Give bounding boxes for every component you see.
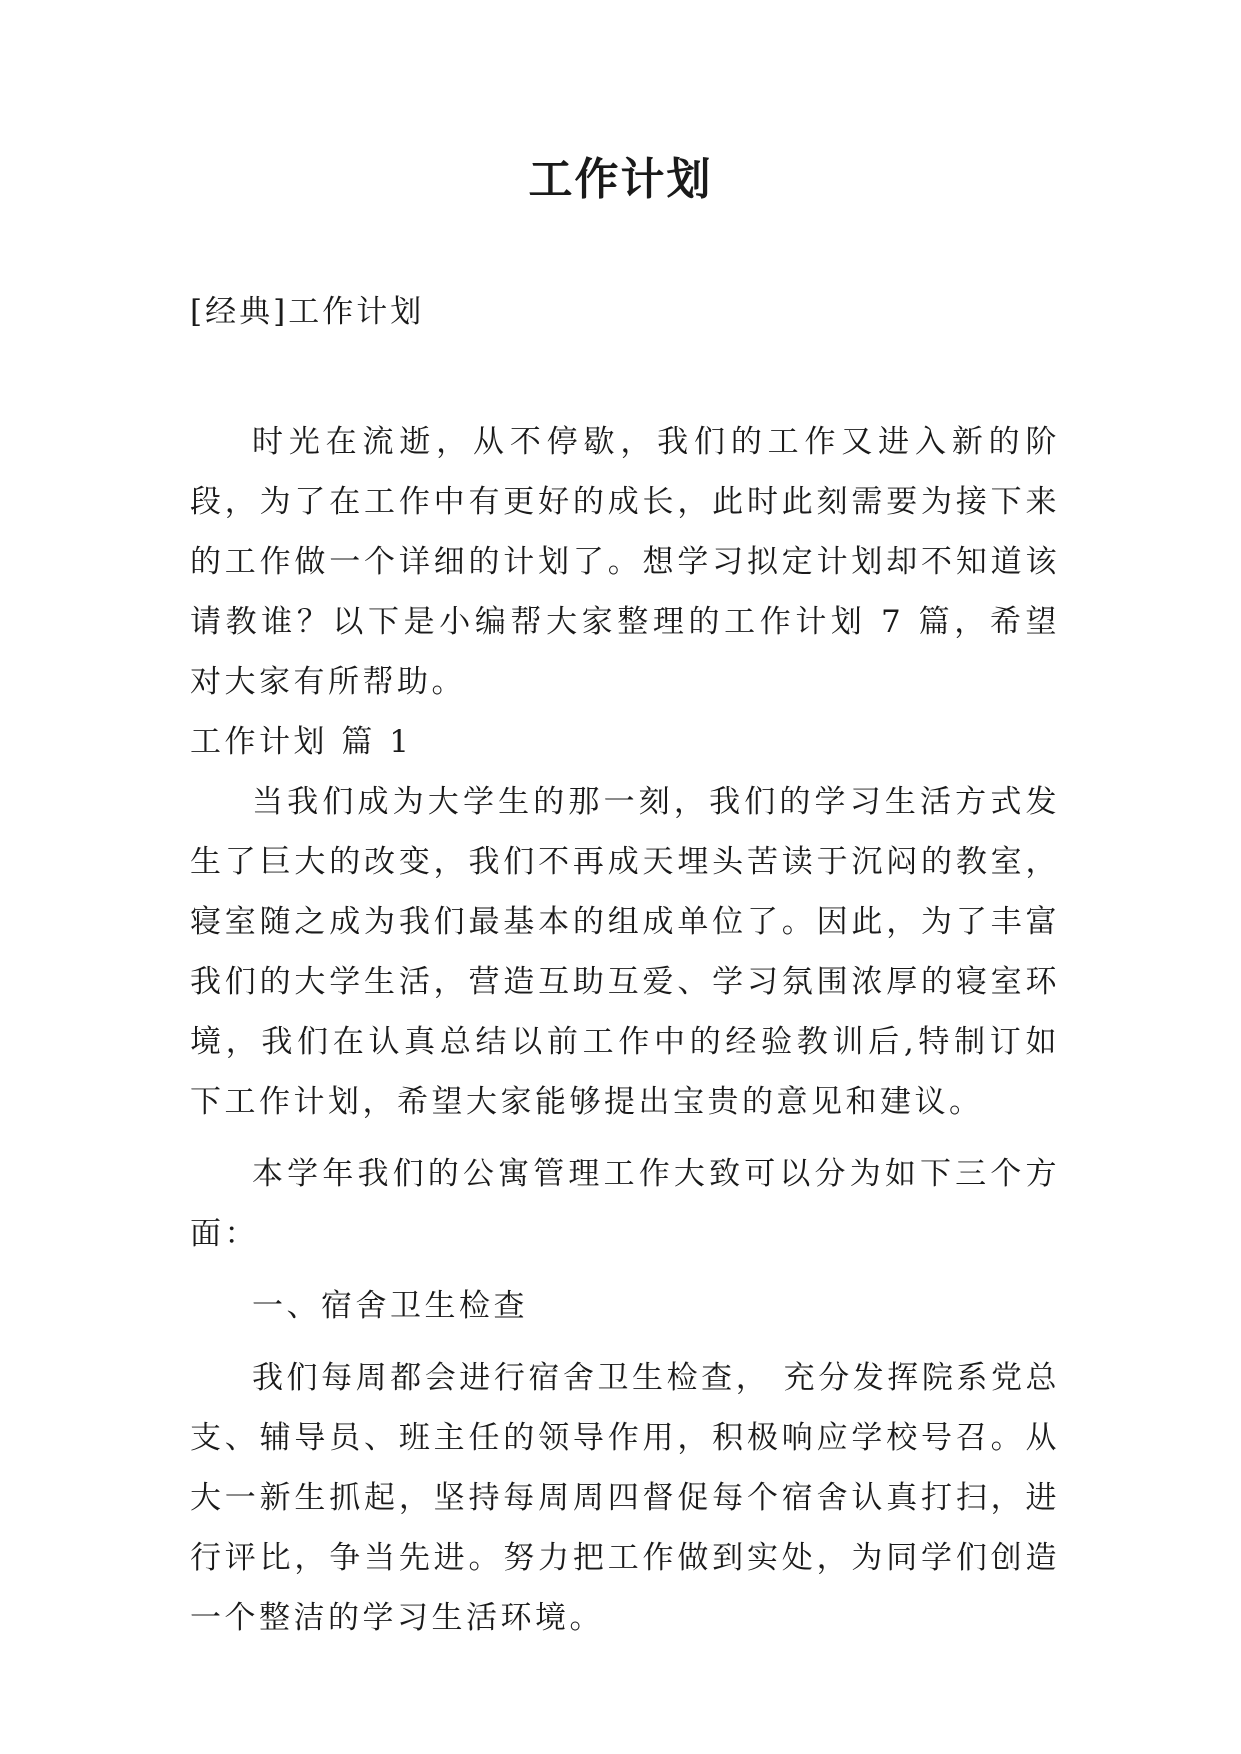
page-title: 工作计划 <box>528 154 713 205</box>
document-body <box>190 412 1060 1648</box>
intro-paragraph: 时光在流逝，从不停歇，我们的工作又进入新的阶段，为了在工作中有更好的成长，此时此刻需要为接下来的工作做一个详细的计划了。想学习拟定计划却不知道该请教谁？以下是小编帮大家整理的工作计划 7 篇，希望对大家有所帮助。 <box>190 424 1060 700</box>
document-subtitle: [经典]工作计划 <box>190 294 425 330</box>
section-heading-part-1: 工作计划 篇 1 <box>190 724 413 760</box>
subsection-heading: 一、宿舍卫生检查 <box>252 1288 528 1324</box>
body-paragraph: 我们每周都会进行宿舍卫生检查， 充分发挥院系党总支、辅导员、班主任的领导作用，积极响应学校号召。从大一新生抓起，坚持每周周四督促每个宿舍认真打扫，进行评比，争当先进。努力把工作做到实处，为同学们创造一个整洁的学习生活环境。 <box>190 1360 1060 1636</box>
body-paragraph: 本学年我们的公寓管理工作大致可以分为如下三个方面： <box>190 1156 1060 1252</box>
body-paragraph: 当我们成为大学生的那一刻，我们的学习生活方式发生了巨大的改变，我们不再成天埋头苦读于沉闷的教室，寝室随之成为我们最基本的组成单位了。因此，为了丰富我们的大学生活，营造互助互爱、学习氛围浓厚的寝室环境，我们在认真总结以前工作中的经验教训后,特制订如下工作计划，希望大家能够提出宝贵的意见和建议。 <box>190 784 1060 1120</box>
